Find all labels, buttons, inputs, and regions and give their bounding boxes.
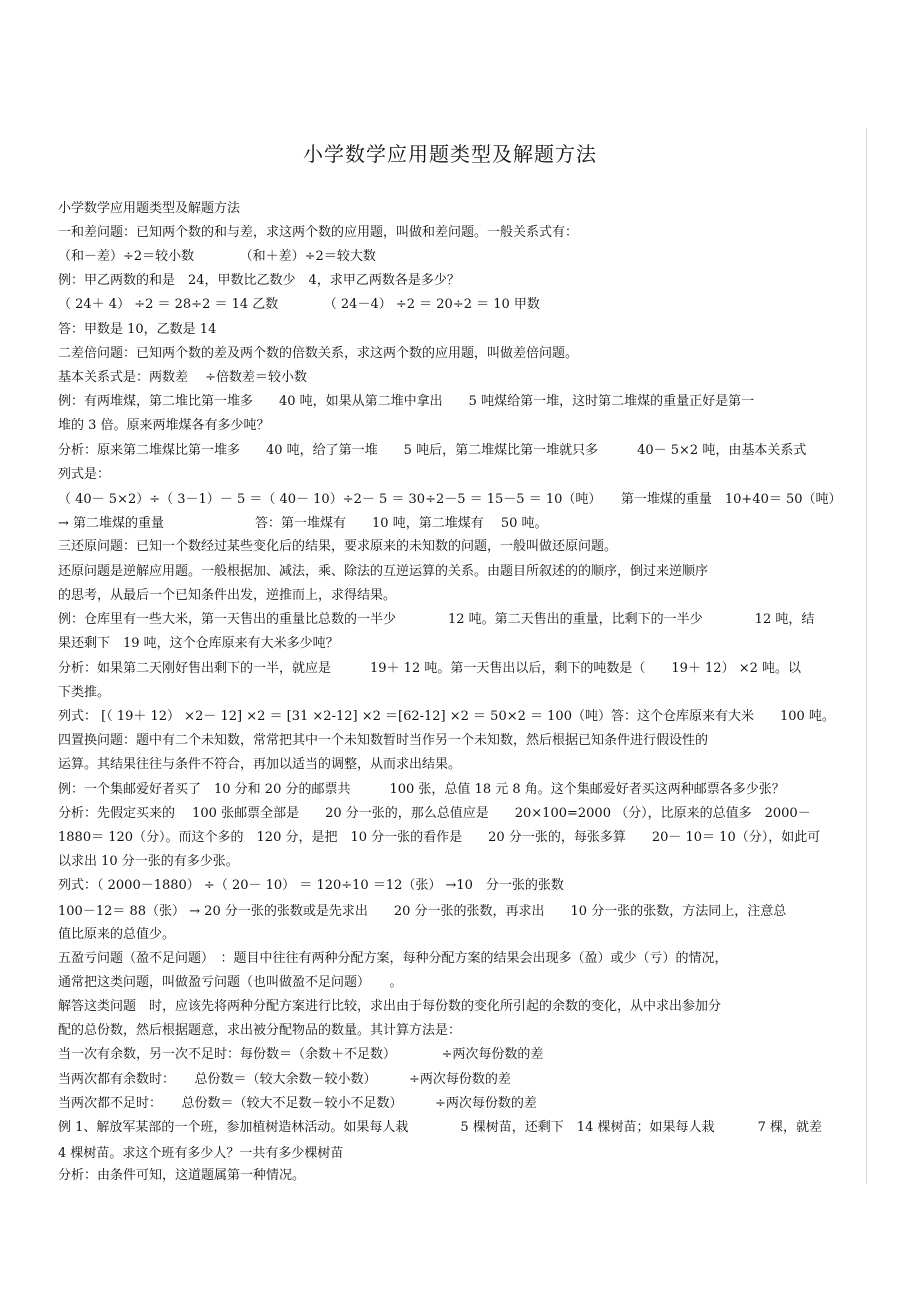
text-line: 下类推。 <box>58 685 111 700</box>
text-line: 值比原来的总值少。 <box>58 927 176 942</box>
text-line: 分析：先假定买来的 100 张邮票全部是 20 分一张的，那么总值应是 20×100=2000 （分），比原来的总值多 2000－ <box>58 806 811 821</box>
text-line: （ 40－ 5×2）÷（ 3－1）－ 5 ＝（ 40－ 10）÷2－ 5 ＝ 30÷2－5 ＝ 15－5 ＝ 10（吨） 第一堆煤的重量 10+40＝ 50（吨） <box>58 492 842 507</box>
text-line: 小学数学应用题类型及解题方法 <box>58 201 241 216</box>
text-line: 一和差问题：已知两个数的和与差，求这两个数的应用题，叫做和差问题。一般关系式有： <box>58 225 579 240</box>
text-line: 列式是： <box>58 467 111 482</box>
text-line: 通常把这类问题，叫做盈亏问题（也叫做盈不足问题） 。 <box>58 975 403 990</box>
text-line: 例：甲乙两数的和是 24，甲数比乙数少 4，求甲乙两数各是多少？ <box>58 273 460 288</box>
text-line: 列式： [（ 19＋ 12） ×2－ 12] ×2 ＝ [31 ×2-12] ×2 ＝[62-12] ×2 ＝ 50×2 ＝ 100（吨）答：这个仓库原来有大米 100 吨。 <box>58 709 835 724</box>
text-line: 分析：如果第二天刚好售出剩下的一半，就应是 19＋ 12 吨。第一天售出以后，剩下的吨数是（ 19＋ 12） ×2 吨。以 <box>58 661 801 676</box>
text-line: 果还剩下 19 吨，这个仓库原来有大米多少吨？ <box>58 636 339 651</box>
text-line: 当一次有余数，另一次不足时：每份数＝（余数＋不足数） ÷两次每份数的差 <box>58 1047 544 1062</box>
text-line: 1880＝ 120（分）。而这个多的 120 分，是把 10 分一张的看作是 20 分一张的，每张多算 20－ 10＝ 10（分），如此可 <box>58 830 821 845</box>
text-line: 100－12＝ 88（张） → 20 分一张的张数或是先求出 20 分一张的张数，再求出 10 分一张的张数，方法同上，注意总 <box>58 904 787 919</box>
document-title: 小学数学应用题类型及解题方法 <box>303 142 597 166</box>
text-line: 分析：原来第二堆煤比第一堆多 40 吨，给了第一堆 5 吨后，第二堆煤比第一堆就只多 40－ 5×2 吨，由基本关系式 <box>58 443 807 458</box>
text-line: 例：一个集邮爱好者买了 10 分和 20 分的邮票共 100 张，总值 18 元 8 角。这个集邮爱好者买这两种邮票各多少张？ <box>58 782 785 797</box>
text-line: 分析：由条件可知，这道题属第一种情况。 <box>58 1168 306 1183</box>
text-line: 基本关系式是：两数差 ÷倍数差＝较小数 <box>58 370 308 385</box>
text-line: 列式：（ 2000－1880） ÷（ 20－ 10） ＝ 120÷10 ＝12（张） →10 分一张的张数 <box>58 878 564 893</box>
text-line: 答：甲数是 10，乙数是 14 <box>58 322 217 337</box>
text-line: 4 棵树苗。求这个班有多少人？一共有多少棵树苗 <box>58 1146 344 1161</box>
text-line: → 第二堆煤的重量 答：第一堆煤有 10 吨，第二堆煤有 50 吨。 <box>58 516 548 531</box>
text-line: 当两次都有余数时： 总份数＝（较大余数－较小数） ÷两次每份数的差 <box>58 1072 511 1087</box>
text-line: 例：有两堆煤，第二堆比第一堆多 40 吨，如果从第二堆中拿出 5 吨煤给第一堆，这时第二堆煤的重量正好是第一 <box>58 394 755 409</box>
text-line: 还原问题是逆解应用题。一般根据加、减法，乘、除法的互逆运算的关系。由题目所叙述的的顺序，倒过来逆顺序 <box>58 564 709 579</box>
text-line: 当两次都不足时： 总份数＝（较大不足数－较小不足数） ÷两次每份数的差 <box>58 1096 537 1111</box>
text-line: 二差倍问题：已知两个数的差及两个数的倍数关系，求这两个数的应用题，叫做差倍问题。 <box>58 346 579 361</box>
text-line: 例：仓库里有一些大米，第一天售出的重量比总数的一半少 12 吨。第二天售出的重量，比剩下的一半少 12 吨，结 <box>58 612 815 627</box>
page-edge-divider <box>866 128 867 1184</box>
text-line: 解答这类问题 时，应该先将两种分配方案进行比较，求出由于每份数的变化所引起的余数的变化，从中求出参加分 <box>58 999 722 1014</box>
text-line: 四置换问题：题中有二个未知数，常常把其中一个未知数暂时当作另一个未知数，然后根据已知条件进行假设性的 <box>58 733 709 748</box>
text-line: 运算。其结果往往与条件不符合，再加以适当的调整，从而求出结果。 <box>58 757 462 772</box>
text-line: 的思考，从最后一个已知条件出发，逆推而上，求得结果。 <box>58 588 397 603</box>
text-line: 五盈亏问题（盈不足问题） ：题目中往往有两种分配方案，每种分配方案的结果会出现多（盈）或少（亏）的情况， <box>58 951 728 966</box>
text-line: 例 1、解放军某部的一个班，参加植树造林活动。如果每人栽 5 棵树苗，还剩下 14 棵树苗；如果每人栽 7 棵，就差 <box>58 1120 823 1135</box>
text-line: 三还原问题：已知一个数经过某些变化后的结果，要求原来的未知数的问题，一般叫做还原问题。 <box>58 539 618 554</box>
text-line: 堆的 3 倍。原来两堆煤各有多少吨？ <box>58 418 270 433</box>
text-line: 配的总份数，然后根据题意，求出被分配物品的数量。其计算方法是： <box>58 1023 462 1038</box>
text-line: （和－差）÷2＝较小数 （和＋差）÷2＝较大数 <box>58 249 376 264</box>
text-line: （ 24＋ 4） ÷2 ＝ 28÷2 ＝ 14 乙数 （ 24－4） ÷2 ＝ 20÷2 ＝ 10 甲数 <box>58 297 540 312</box>
text-line: 以求出 10 分一张的有多少张。 <box>58 854 239 869</box>
